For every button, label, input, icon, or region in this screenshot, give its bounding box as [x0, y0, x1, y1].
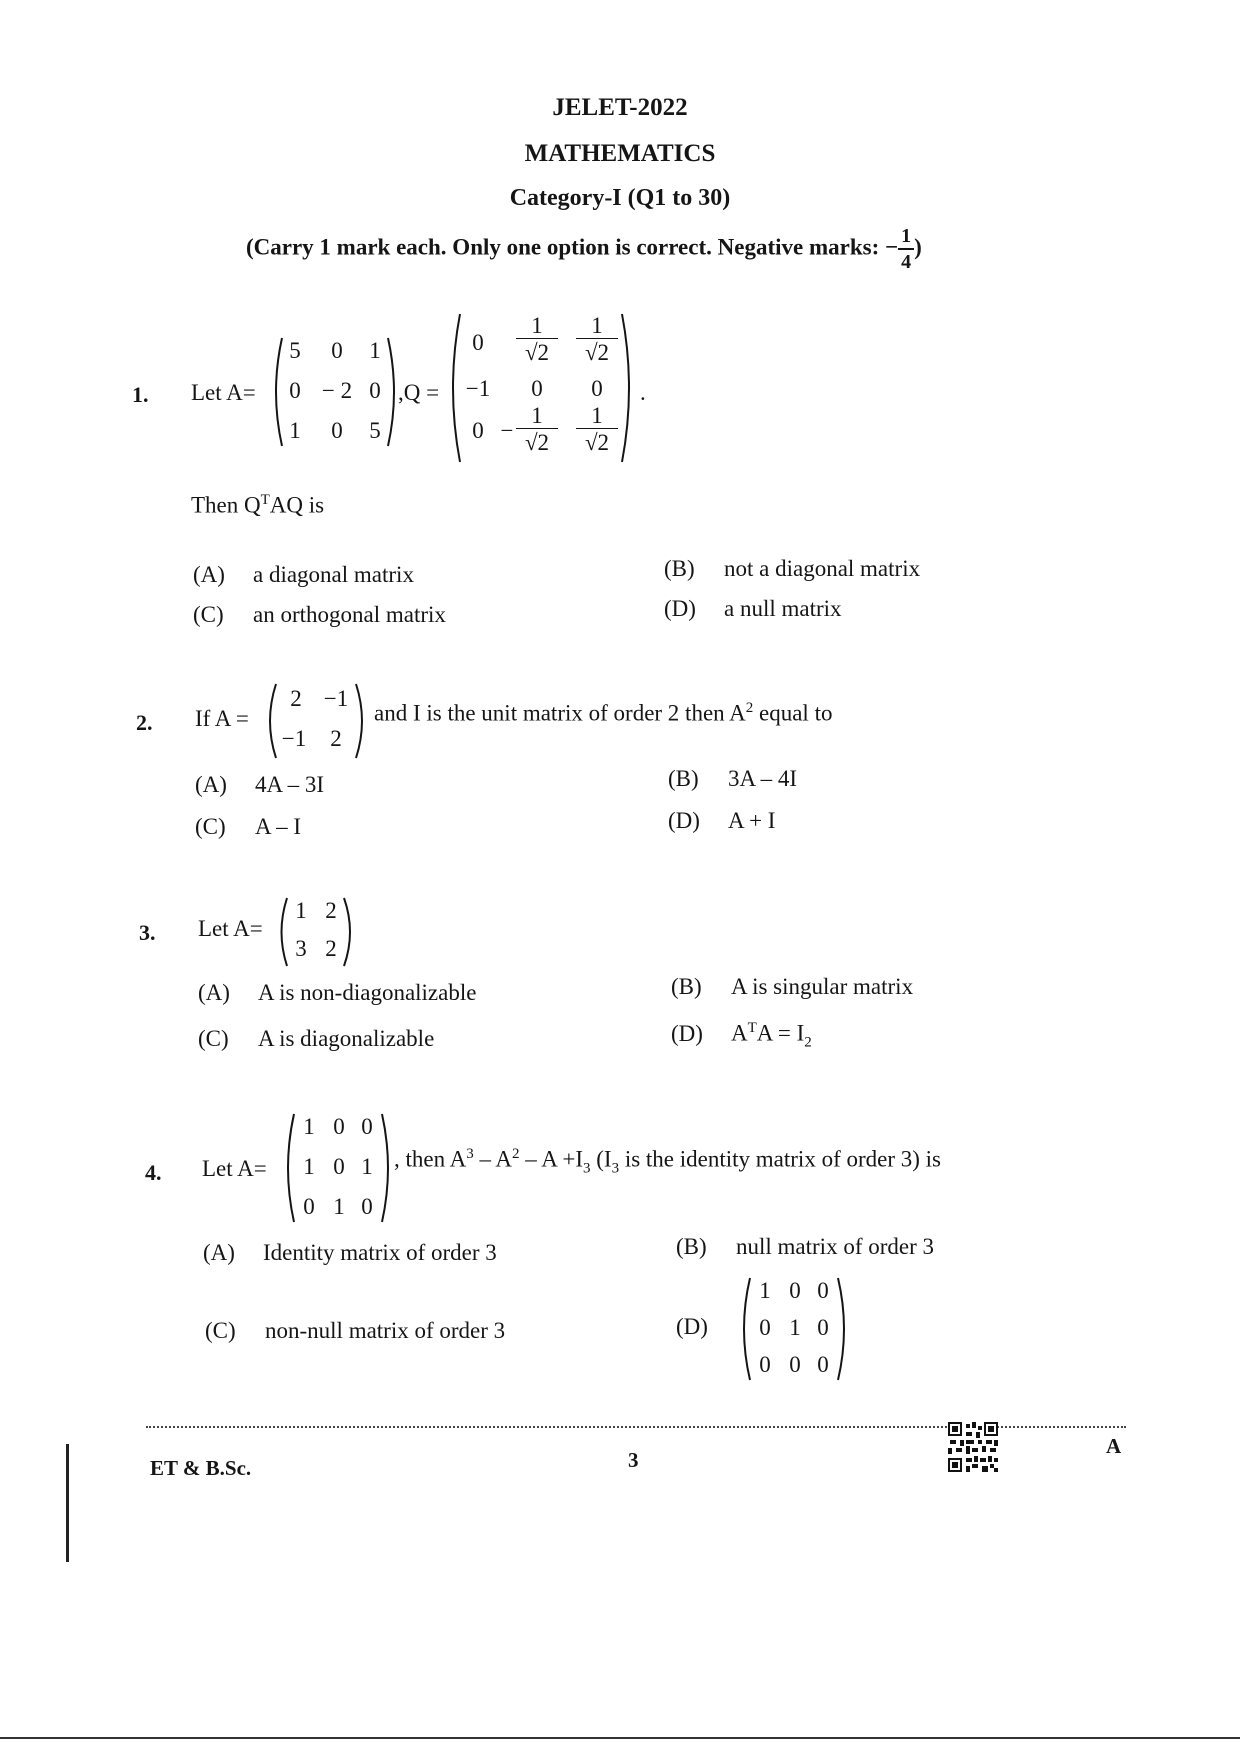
- fraction-denominator: √2: [524, 430, 550, 455]
- option-text: non-null matrix of order 3: [265, 1318, 506, 1343]
- option-label: (D): [664, 596, 696, 621]
- option-label: (C): [193, 602, 224, 627]
- fraction-numerator: 1: [516, 314, 558, 339]
- option-text: A + I: [728, 808, 776, 833]
- option-label: (A): [195, 772, 227, 797]
- option-label: (B): [664, 556, 695, 581]
- paper-set-code: A: [1106, 1434, 1122, 1458]
- option-c: [195, 814, 301, 840]
- option-label: (A): [203, 1240, 235, 1265]
- fraction-cell: [576, 314, 618, 364]
- matrix-cell: 0: [817, 1352, 829, 1377]
- question-number: 2.: [136, 710, 153, 735]
- matrix-cell: 0: [361, 1114, 373, 1139]
- instruction-prefix: (Carry 1 mark each. Only one option is correct. Negative marks: −: [246, 234, 899, 260]
- qr-code-icon: [948, 1422, 998, 1472]
- option-label: (C): [195, 814, 226, 839]
- question-number: 1.: [132, 382, 149, 407]
- matrix-cell: 2: [325, 936, 337, 961]
- matrix-a: [264, 680, 368, 762]
- question-stem-pre: Let A=: [202, 1156, 267, 1181]
- bottom-divider: [0, 1737, 1240, 1739]
- matrix-cell: 0: [361, 1194, 373, 1219]
- matrix-cell: − 2: [321, 378, 353, 403]
- fraction-cell: [516, 404, 558, 454]
- option-text-mid: A = I: [756, 1020, 805, 1046]
- fraction-denominator: √2: [584, 430, 610, 455]
- fraction-denominator: √2: [584, 340, 610, 365]
- footer-left: ET & B.Sc.: [150, 1456, 252, 1480]
- option-text: an orthogonal matrix: [253, 602, 446, 627]
- option-text: 3A – 4I: [728, 766, 797, 791]
- matrix-cell: 1: [333, 1194, 345, 1219]
- stem-sup: 3: [466, 1146, 474, 1162]
- matrix-cell: 0: [789, 1352, 801, 1377]
- question-stem-pre: Let A=: [198, 916, 263, 941]
- matrix-cell: 2: [325, 898, 337, 923]
- stem-sub: 3: [583, 1160, 591, 1177]
- option-text: null matrix of order 3: [736, 1234, 935, 1259]
- matrix-cell: 1: [759, 1278, 771, 1303]
- option-label: (D): [676, 1314, 708, 1339]
- matrix-cell: 1: [303, 1154, 315, 1179]
- option-sub: 2: [804, 1034, 812, 1051]
- option-text-pre: A: [731, 1020, 748, 1046]
- fraction-cell: [516, 314, 558, 364]
- instruction-suffix: ): [914, 234, 922, 260]
- page-number: 3: [628, 1448, 639, 1472]
- option-label: (A): [193, 562, 225, 587]
- matrix-a: [276, 894, 356, 970]
- matrix-cell: 0: [331, 338, 343, 363]
- fraction-denominator: √2: [524, 340, 550, 365]
- matrix-cell: 1: [303, 1114, 315, 1139]
- exam-title: JELET-2022: [552, 94, 688, 121]
- stem-text: , then A: [394, 1146, 467, 1172]
- matrix-cell: 0: [591, 376, 603, 401]
- subject-title: MATHEMATICS: [524, 140, 716, 167]
- negative-mark-numerator: 1: [898, 226, 914, 250]
- question-stem-post: [394, 1146, 941, 1177]
- fraction-numerator: 1: [576, 314, 618, 339]
- matrix-cell: 0: [333, 1154, 345, 1179]
- matrix-cell: 0: [817, 1315, 829, 1340]
- fraction-numerator: 1: [576, 404, 618, 429]
- option-d: [664, 596, 842, 622]
- fraction-cell: [576, 404, 618, 454]
- option-b: [668, 766, 797, 792]
- matrix-cell: 1: [289, 418, 301, 443]
- option-label: (C): [205, 1318, 236, 1343]
- negative-mark-fraction: [898, 226, 914, 272]
- matrix-cell: −1: [323, 686, 349, 711]
- option-label: (B): [671, 974, 702, 999]
- option-text: A – I: [255, 814, 301, 839]
- matrix-cell: 0: [331, 418, 343, 443]
- matrix-cell: 1: [789, 1315, 801, 1340]
- option-b: [664, 556, 920, 582]
- matrix-cell: −1: [465, 376, 491, 401]
- matrix-cell: 0: [759, 1352, 771, 1377]
- option-text: a null matrix: [724, 596, 842, 621]
- option-text: A is diagonalizable: [258, 1026, 435, 1051]
- option-label: (D): [671, 1020, 703, 1046]
- matrix-cell: 1: [361, 1154, 373, 1179]
- matrix-q: [446, 310, 636, 466]
- option-c: [193, 602, 446, 628]
- option-text: A is singular matrix: [731, 974, 914, 999]
- option-c: [198, 1026, 434, 1052]
- matrix-cell: 0: [789, 1278, 801, 1303]
- stem-sup: 2: [512, 1146, 520, 1162]
- category-title: Category-I (Q1 to 30): [509, 185, 731, 211]
- stem-text: and I is the unit matrix of order 2 then A: [374, 700, 746, 726]
- followup-pre: Then Q: [191, 492, 261, 518]
- followup-sup: T: [260, 492, 270, 508]
- followup-post: AQ is: [269, 492, 325, 518]
- option-label: (B): [676, 1234, 707, 1259]
- matrix-cell: −1: [281, 726, 307, 751]
- matrix-a: [282, 1110, 394, 1226]
- option-text: 4A – 3I: [255, 772, 324, 797]
- margin-mark: [66, 1444, 69, 1562]
- matrix-cell: 0: [289, 378, 301, 403]
- matrix-cell: −: [500, 418, 514, 443]
- matrix-cell: 1: [295, 898, 307, 923]
- question-followup: [191, 492, 324, 519]
- option-d: [671, 1020, 812, 1051]
- option-a: [198, 980, 476, 1006]
- stem-text: is the identity matrix of order 3) is: [619, 1146, 942, 1172]
- question-number: 4.: [145, 1160, 162, 1185]
- matrix-cell: 2: [290, 686, 302, 711]
- stem-text: – A: [473, 1146, 513, 1172]
- stem-sup: 2: [745, 700, 754, 716]
- matrix-cell: 0: [333, 1114, 345, 1139]
- option-a: [195, 772, 324, 798]
- option-d: [676, 1314, 736, 1340]
- option-text: a diagonal matrix: [253, 562, 414, 587]
- option-label: (D): [668, 808, 700, 833]
- option-sup: T: [747, 1020, 757, 1036]
- instruction-line: [246, 226, 922, 272]
- stem-text: – A +I: [519, 1146, 583, 1172]
- matrix-cell: 0: [472, 418, 484, 443]
- question-stem-pre: If A =: [195, 706, 249, 731]
- option-text: not a diagonal matrix: [724, 556, 921, 581]
- option-b: [676, 1234, 934, 1260]
- question-stem: Let A=: [191, 380, 256, 405]
- matrix-cell: 0: [472, 330, 484, 355]
- option-a: [203, 1240, 497, 1266]
- question-stem-q: ,Q =: [398, 380, 440, 405]
- matrix-cell: 5: [289, 338, 301, 363]
- matrix-cell: 5: [369, 418, 381, 443]
- matrix-cell: 0: [303, 1194, 315, 1219]
- matrix-cell: 0: [369, 378, 381, 403]
- option-d-matrix: [738, 1274, 850, 1384]
- option-a: [193, 562, 414, 588]
- option-d: [668, 808, 775, 834]
- stem-end: equal to: [759, 700, 833, 726]
- option-label: (A): [198, 980, 230, 1005]
- option-b: [671, 974, 913, 1000]
- stem-text: (I: [590, 1146, 612, 1172]
- matrix-cell: 0: [531, 376, 543, 401]
- question-number: 3.: [139, 920, 156, 945]
- stem-sub: 3: [611, 1160, 620, 1177]
- matrix-cell: 1: [369, 338, 381, 363]
- matrix-cell: 0: [817, 1278, 829, 1303]
- option-label: (C): [198, 1026, 229, 1051]
- matrix-cell: 2: [330, 726, 342, 751]
- matrix-a: [270, 334, 400, 450]
- option-label: (B): [668, 766, 699, 791]
- option-c: [205, 1318, 505, 1344]
- matrix-cell: 0: [759, 1315, 771, 1340]
- matrix-cell: 3: [295, 936, 307, 961]
- option-text: A is non-diagonalizable: [258, 980, 477, 1005]
- option-text: Identity matrix of order 3: [263, 1240, 497, 1265]
- fraction-numerator: 1: [516, 404, 558, 429]
- question-stem-end: .: [640, 380, 646, 405]
- question-stem-post: [374, 700, 832, 727]
- negative-mark-denominator: 4: [901, 251, 912, 273]
